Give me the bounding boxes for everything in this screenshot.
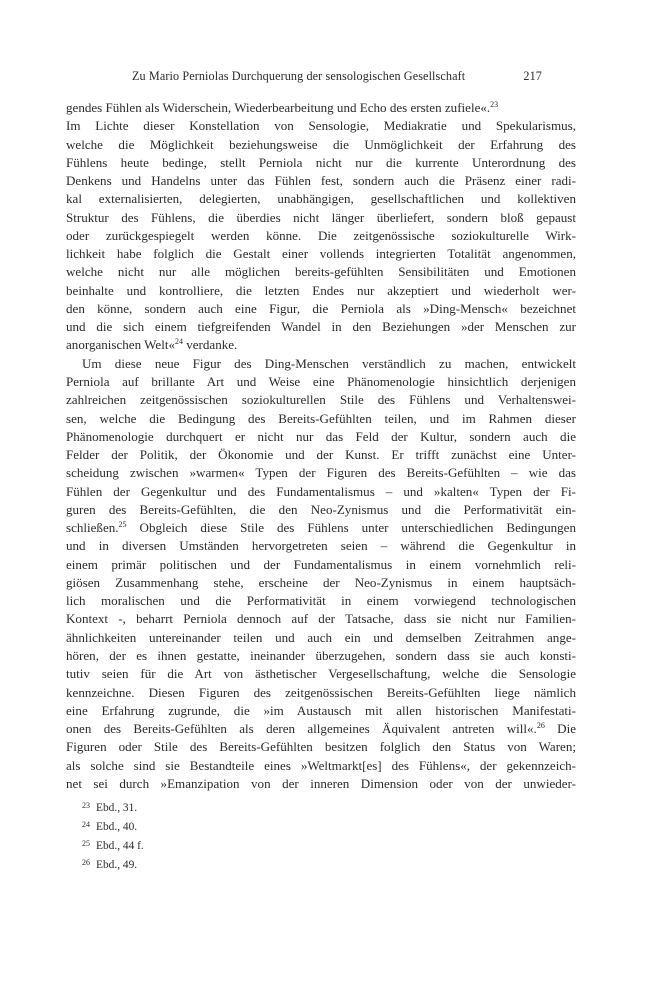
text-line: [66, 227, 576, 245]
text-line: [66, 263, 576, 281]
text-line-content: oder zurückgespiegelt werden könne. Die zeitgenössische soziokulturelle Wirk-: [66, 227, 576, 243]
text-line: [66, 757, 576, 775]
text-line-content: Felder der Politik, der Ökonomie und der Kunst. Er trifft zunächst eine Unter-: [66, 447, 576, 463]
text-line: [66, 300, 576, 318]
text-line-content: Um diese neue Figur des Ding-Menschen verständlich zu machen, entwickelt: [82, 355, 576, 371]
text-line-content: sen, welche die Bedingung des Bereits-Gefühlten teilen, und im Rahmen dieser: [66, 410, 576, 426]
text-line-content: Im Lichte dieser Konstellation von Sensologie, Mediakratie und Spekularismus,: [66, 118, 576, 134]
text-line-content: und in diversen Umständen hervorgetreten seien – während die Gegenkultur in: [66, 538, 576, 554]
text-line-content: beinhalte und kontrolliere, die letzten Endes nur akzeptiert und wiederholt wer-: [66, 282, 576, 298]
text-line: [66, 574, 576, 592]
text-line: [66, 190, 576, 208]
text-line: [66, 629, 576, 647]
text-line-content: einem primär politischen und der Fundamentalismus in einem vornehmlich reli-: [66, 556, 576, 572]
text-line-content: hören, der es ihnen gestatte, ineinander überzugehen, sondern dass sie auch konsti-: [66, 647, 576, 663]
text-line: [66, 720, 576, 738]
text-line-content: Fühlen der Gegenkultur und des Fundamentalismus – und »kalten« Typen der Fi-: [66, 483, 576, 499]
text-line-content: lich moralischen und die Performativität in einem vorwiegend technologischen: [66, 593, 576, 609]
footnote-reference[interactable]: 25: [118, 520, 127, 530]
text-line: [66, 410, 576, 428]
text-line-tail: verdanke.: [182, 337, 238, 353]
text-line-content: als solche sind sie Bestandteile eines »Weltmarkt[es] des Fühlens«, der gekennzeich-: [66, 757, 576, 773]
text-line-content: guren des Bereits-Gefühlten, die den Neo-Zynismus und die Performativität ein-: [66, 501, 576, 517]
text-line: [66, 702, 576, 720]
text-line-content: lichkeit habe folglich die Gestalt einer vollends integrierten Totalität angenommen,: [66, 246, 576, 262]
text-line: [66, 464, 576, 482]
running-header: [132, 69, 542, 87]
text-line: [66, 519, 576, 537]
text-line-content: eine Erfahrung zugrunde, die »im Austausch mit allen historischen Manifestati-: [66, 702, 576, 718]
text-line-content: anorganischen Welt«: [66, 337, 175, 353]
text-line-content: zahlreichen zeitgenössischen soziokulturellen Stile des Fühlens und Verhaltenswei-: [66, 392, 576, 408]
footnote: [82, 855, 144, 874]
text-line-content: Perniola auf brillante Art und Weise eine Phänomenologie hinsichtlich derjenigen: [66, 373, 576, 389]
text-line-content: kal externalisierten, delegierten, unabhängigen, gesellschaftlichen und kollektiven: [66, 191, 576, 207]
text-line: [66, 245, 576, 263]
footnote-number: 23: [82, 801, 90, 810]
text-line-content: giösen Zusammenhang stehe, erscheine der Neo-Zynismus in einem hauptsäch-: [66, 574, 576, 590]
text-line: [66, 665, 576, 683]
footnote-text: Ebd., 31.: [96, 802, 138, 814]
footnote-reference[interactable]: 26: [536, 721, 545, 731]
text-line: [66, 391, 576, 409]
body-text: [66, 99, 576, 793]
text-line: [66, 99, 576, 117]
text-line-content: gendes Fühlen als Widerschein, Wiederbearbeitung und Echo des ersten zufiele«.: [66, 100, 491, 115]
text-line: [66, 775, 576, 793]
running-title: Zu Mario Perniolas Durchquerung der sensologischen Gesellschaft: [132, 69, 466, 83]
text-line-content: scheidung zwischen »warmen« Typen der Figuren des Bereits-Gefühlten – wie das: [66, 465, 576, 481]
text-line: [66, 355, 576, 373]
footnote-text: Ebd., 40.: [96, 820, 138, 833]
text-line-content: welche die Möglichkeit beziehungsweise die Unmöglichkeit der Erfahrung des: [66, 136, 576, 152]
footnotes: [82, 798, 144, 874]
text-line: [66, 336, 576, 354]
text-line: [66, 592, 576, 610]
text-line-content: Denkens und Handelns unter das Fühlen fest, sondern auch die Präsenz einer radi-: [66, 173, 576, 189]
text-line: [66, 282, 576, 300]
text-line-content: Phänomenologie durchquert er nicht nur das Feld der Kultur, sondern auch die: [66, 428, 576, 444]
text-line: [66, 428, 576, 446]
footnote: [82, 798, 144, 817]
text-line: [66, 373, 576, 391]
text-line: [66, 117, 576, 135]
text-line-content: net sei durch »Emanzipation von der inneren Dimension oder von der unwieder-: [66, 775, 576, 791]
text-line-content: den könne, sondern auch eine Figur, die Perniola als »Ding-Mensch« bezeichnet: [66, 300, 576, 316]
text-line-content: ähnlichkeiten untereinander teilen und auch ein und demselben Zeitrahmen ange-: [66, 629, 576, 645]
text-line: [66, 318, 576, 336]
footnote-number: 25: [82, 838, 90, 848]
text-line: [66, 446, 576, 464]
text-line-content: und die sich einem tiefgreifenden Wandel in den Beziehungen »der Menschen zur: [66, 319, 576, 335]
text-line-content: Figuren oder Stile des Bereits-Gefühlten besitzen folglich den Status von Waren;: [66, 739, 576, 755]
text-line: [66, 154, 576, 172]
text-line-content: tutiv seien für die Art von ästhetischer Vergesellschaftung, welche die Sensologie: [66, 666, 576, 682]
text-line-content: Kontext -, beharrt Perniola dennoch auf der Tatsache, dass sie nicht nur Familien-: [66, 611, 576, 627]
page-number: 217: [523, 69, 542, 83]
text-line: [66, 501, 576, 519]
footnote-text: Ebd., 49.: [96, 858, 138, 871]
text-line-tail: Obgleich diese Stile des Fühlens unter unterschiedlichen Bedingungen: [126, 520, 576, 536]
text-line-tail: Die: [544, 721, 576, 737]
text-line-content: Fühlens heute bedinge, stellt Perniola nicht nur die kurrente Unterordnung des: [66, 154, 576, 170]
footnote-reference[interactable]: 24: [174, 337, 183, 347]
text-line-content: welche nicht nur alle möglichen bereits-gefühlten Sensibilitäten und Emotionen: [66, 264, 576, 280]
text-line: [66, 738, 576, 756]
text-line: [66, 684, 576, 702]
footnote: [82, 817, 144, 836]
footnote-reference[interactable]: 23: [490, 100, 499, 109]
text-line-content: onen des Bereits-Gefühlten als deren allgemeines Äquivalent antreten will«.: [66, 721, 537, 737]
footnote-number: 24: [82, 819, 90, 829]
text-line-content: kennzeichne. Diesen Figuren des zeitgenössischen Bereits-Gefühlten liege nämlich: [66, 684, 576, 700]
text-line: [66, 483, 576, 501]
text-line: [66, 610, 576, 628]
footnote-number: 26: [82, 857, 90, 867]
footnote-text: Ebd., 44 f.: [96, 839, 144, 852]
text-line-content: Struktur des Fühlens, die überdies nicht länger überliefert, sondern bloß gepaust: [66, 209, 576, 225]
text-line-content: schließen.: [66, 520, 119, 536]
text-line: [66, 209, 576, 227]
text-line: [66, 556, 576, 574]
text-line: [66, 136, 576, 154]
text-line: [66, 172, 576, 190]
footnote: [82, 836, 144, 855]
text-line: [66, 537, 576, 555]
text-line: [66, 647, 576, 665]
